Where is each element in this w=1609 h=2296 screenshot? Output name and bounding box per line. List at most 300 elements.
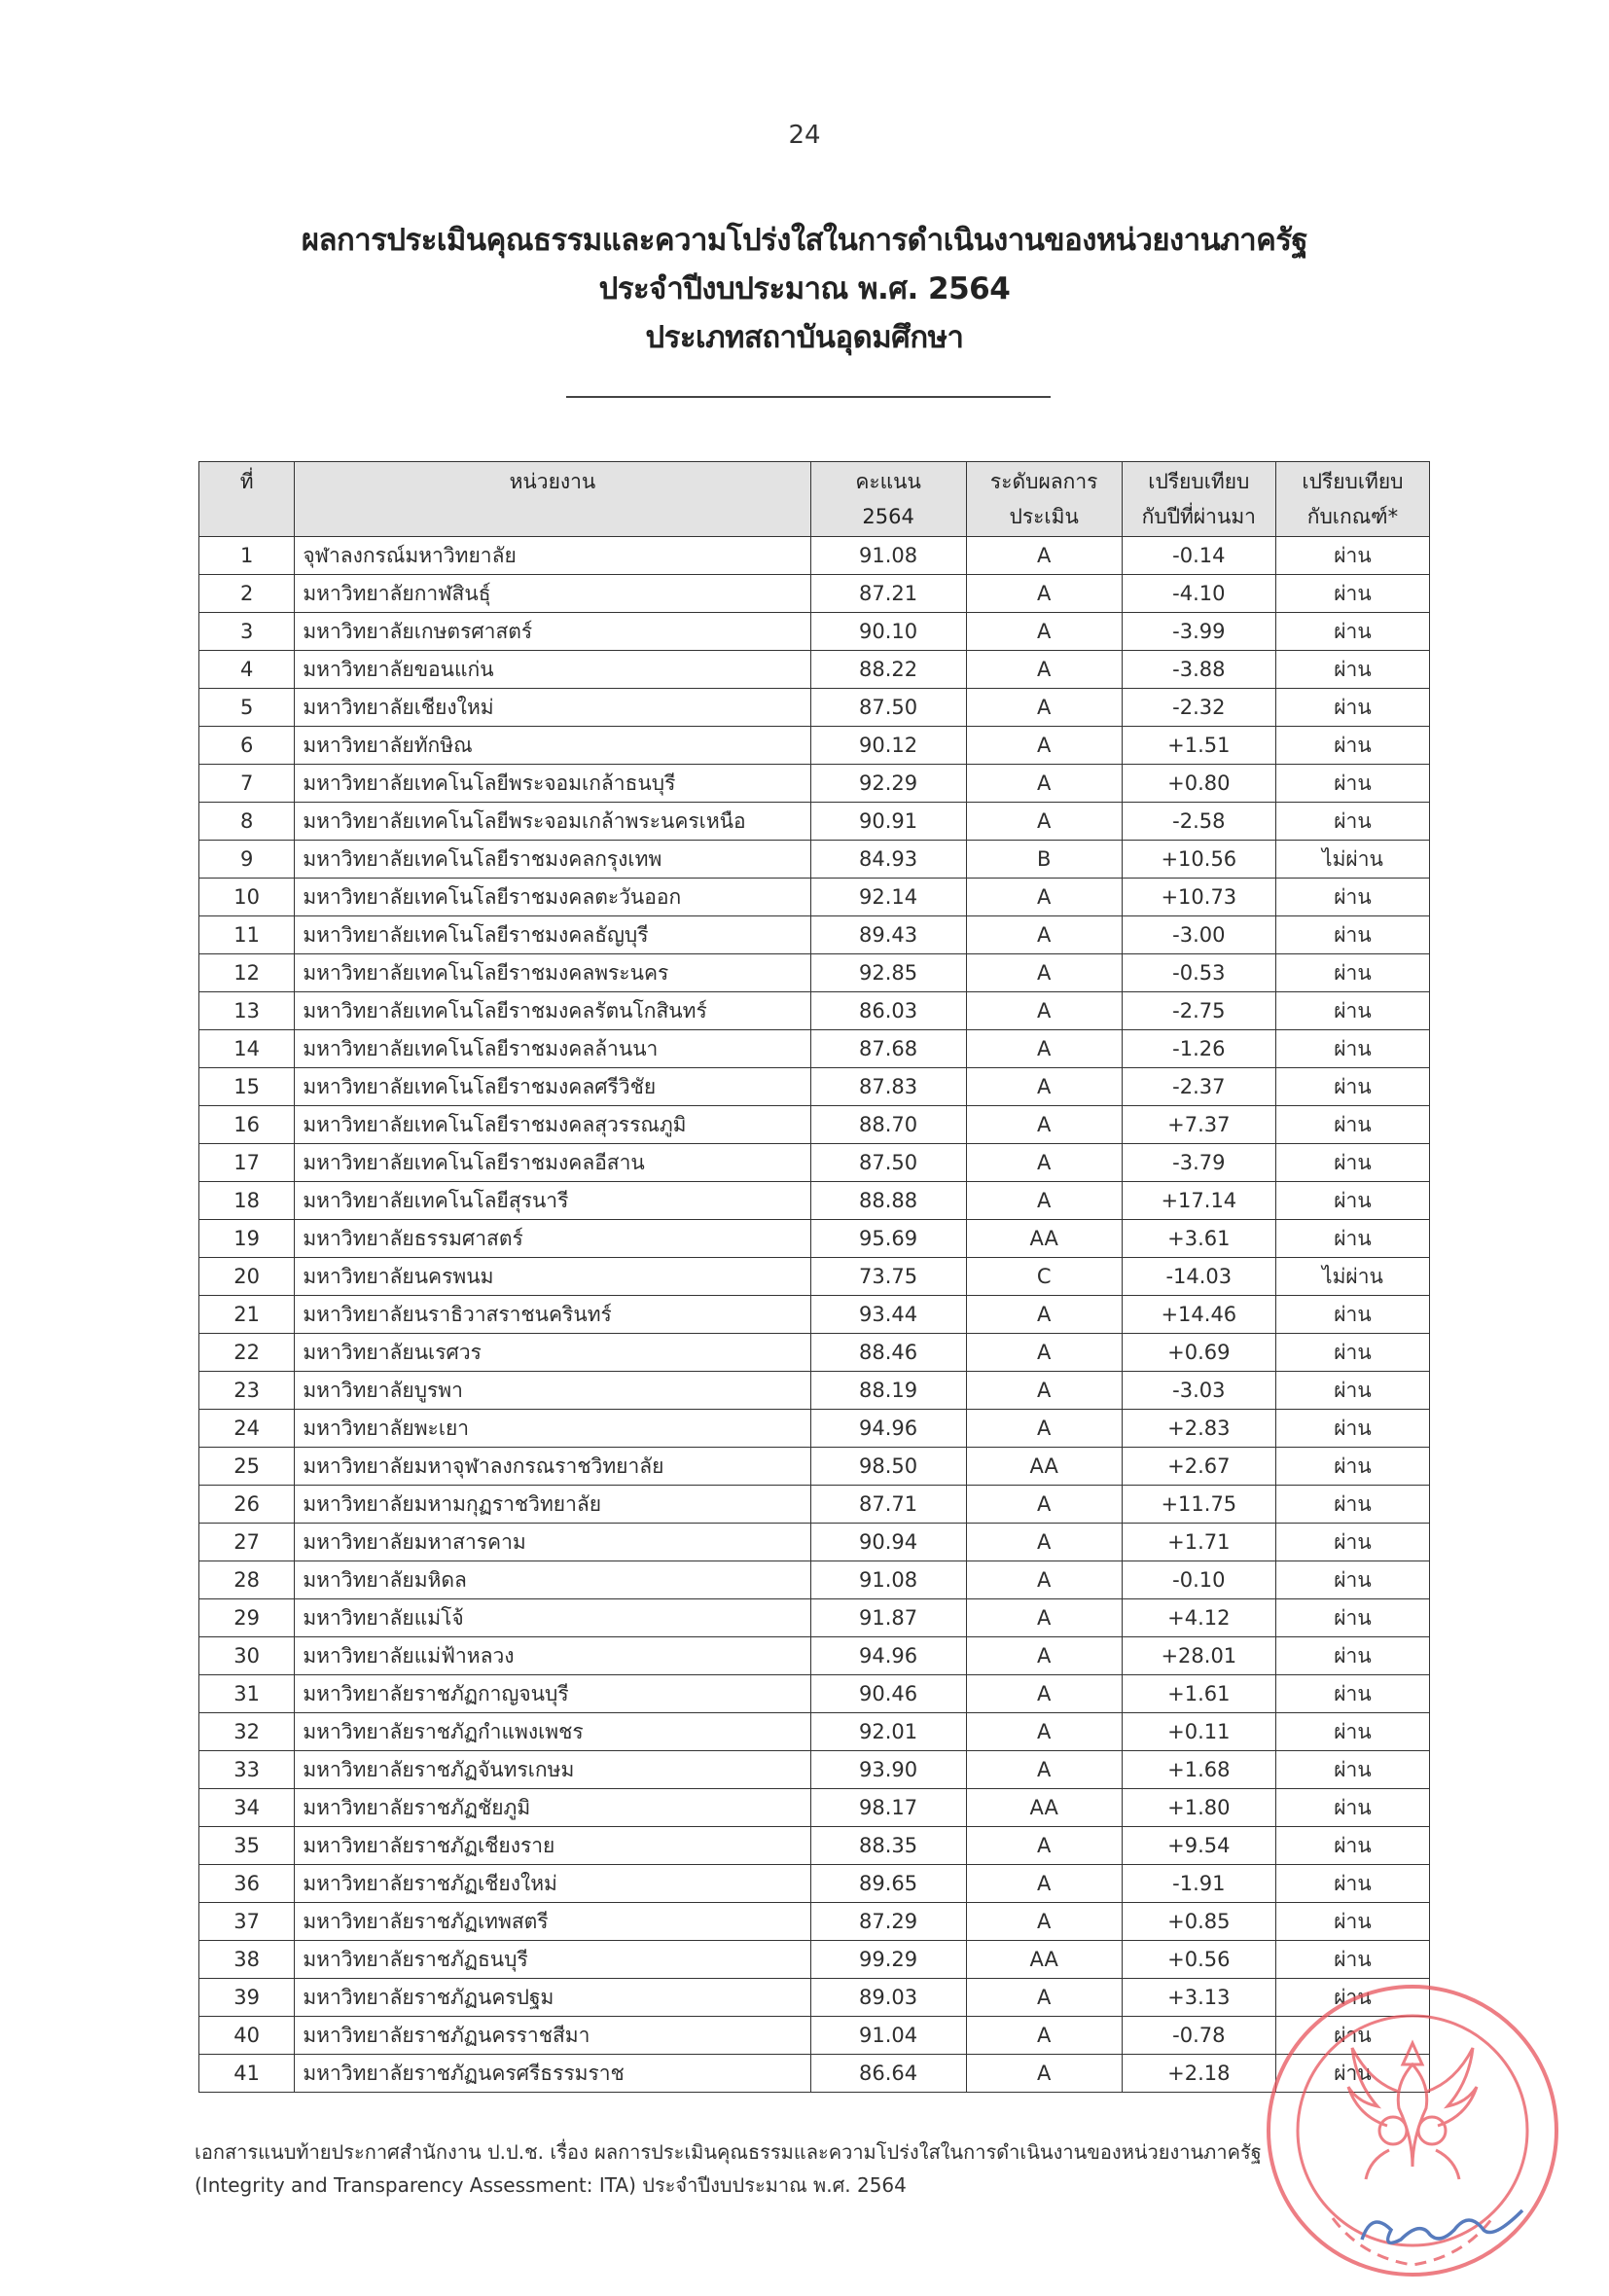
- cell-result: ผ่าน: [1275, 2017, 1429, 2055]
- results-table: [198, 461, 1430, 2093]
- cell-result: ผ่าน: [1275, 1637, 1429, 1675]
- cell-diff: -2.75: [1122, 992, 1275, 1030]
- cell-diff: -14.03: [1122, 1258, 1275, 1296]
- cell-score: 87.21: [810, 575, 966, 613]
- table-row: [199, 727, 1430, 765]
- table-row: [199, 879, 1430, 916]
- cell-no: 9: [199, 841, 295, 879]
- cell-agency: มหาวิทยาลัยมหาจุฬาลงกรณราชวิทยาลัย: [295, 1448, 810, 1486]
- header-score-line1: คะแนน: [855, 470, 921, 493]
- cell-score: 95.69: [810, 1220, 966, 1258]
- cell-diff: +1.71: [1122, 1524, 1275, 1561]
- cell-level: A: [966, 1637, 1122, 1675]
- cell-diff: -3.00: [1122, 916, 1275, 954]
- cell-no: 10: [199, 879, 295, 916]
- cell-score: 73.75: [810, 1258, 966, 1296]
- cell-result: ผ่าน: [1275, 1561, 1429, 1599]
- cell-result: ผ่าน: [1275, 1865, 1429, 1903]
- cell-diff: +9.54: [1122, 1827, 1275, 1865]
- cell-agency: มหาวิทยาลัยมหิดล: [295, 1561, 810, 1599]
- title-divider: [566, 396, 1051, 398]
- table-row: [199, 841, 1430, 879]
- cell-agency: มหาวิทยาลัยเทคโนโลยีราชมงคลกรุงเทพ: [295, 841, 810, 879]
- table-row: [199, 537, 1430, 575]
- cell-diff: +0.80: [1122, 765, 1275, 803]
- cell-agency: มหาวิทยาลัยราชภัฏนครปฐม: [295, 1979, 810, 2017]
- table-row: [199, 992, 1430, 1030]
- cell-diff: -0.78: [1122, 2017, 1275, 2055]
- table-row: [199, 2017, 1430, 2055]
- table-row: [199, 1068, 1430, 1106]
- cell-no: 32: [199, 1713, 295, 1751]
- cell-result: ผ่าน: [1275, 954, 1429, 992]
- title-line-3: ประเภทสถาบันอุดมศึกษา: [645, 320, 964, 355]
- cell-score: 84.93: [810, 841, 966, 879]
- cell-agency: มหาวิทยาลัยเทคโนโลยีราชมงคลรัตนโกสินทร์: [295, 992, 810, 1030]
- cell-no: 2: [199, 575, 295, 613]
- cell-diff: -3.79: [1122, 1144, 1275, 1182]
- table-row: [199, 1713, 1430, 1751]
- cell-score: 88.70: [810, 1106, 966, 1144]
- cell-diff: +10.73: [1122, 879, 1275, 916]
- cell-agency: มหาวิทยาลัยนราธิวาสราชนครินทร์: [295, 1296, 810, 1334]
- cell-no: 18: [199, 1182, 295, 1220]
- cell-level: A: [966, 2017, 1122, 2055]
- cell-level: A: [966, 537, 1122, 575]
- cell-level: A: [966, 803, 1122, 841]
- cell-score: 87.71: [810, 1486, 966, 1524]
- table-row: [199, 1106, 1430, 1144]
- cell-no: 7: [199, 765, 295, 803]
- cell-result: ผ่าน: [1275, 727, 1429, 765]
- table-row: [199, 1372, 1430, 1410]
- cell-diff: -2.58: [1122, 803, 1275, 841]
- cell-score: 92.29: [810, 765, 966, 803]
- cell-agency: มหาวิทยาลัยบูรพา: [295, 1372, 810, 1410]
- cell-diff: -0.14: [1122, 537, 1275, 575]
- cell-no: 40: [199, 2017, 295, 2055]
- cell-level: A: [966, 1182, 1122, 1220]
- cell-score: 90.12: [810, 727, 966, 765]
- table-header-row: [199, 462, 1430, 537]
- cell-score: 86.64: [810, 2055, 966, 2093]
- cell-level: A: [966, 2055, 1122, 2093]
- cell-score: 87.50: [810, 1144, 966, 1182]
- cell-agency: มหาวิทยาลัยราชภัฏกำแพงเพชร: [295, 1713, 810, 1751]
- cell-no: 4: [199, 651, 295, 689]
- table-row: [199, 1941, 1430, 1979]
- cell-score: 91.08: [810, 1561, 966, 1599]
- cell-level: A: [966, 1030, 1122, 1068]
- table-row: [199, 1334, 1430, 1372]
- cell-agency: มหาวิทยาลัยเทคโนโลยีราชมงคลศรีวิชัย: [295, 1068, 810, 1106]
- cell-no: 33: [199, 1751, 295, 1789]
- cell-no: 17: [199, 1144, 295, 1182]
- cell-score: 94.96: [810, 1410, 966, 1448]
- cell-level: A: [966, 1410, 1122, 1448]
- header-score: [810, 462, 966, 537]
- cell-level: A: [966, 1372, 1122, 1410]
- cell-agency: มหาวิทยาลัยเทคโนโลยีราชมงคลสุวรรณภูมิ: [295, 1106, 810, 1144]
- cell-result: ผ่าน: [1275, 803, 1429, 841]
- header-no: [199, 462, 295, 537]
- cell-no: 16: [199, 1106, 295, 1144]
- cell-result: ผ่าน: [1275, 1903, 1429, 1941]
- cell-score: 99.29: [810, 1941, 966, 1979]
- header-result-line1: เปรียบเทียบ: [1302, 470, 1404, 493]
- cell-level: A: [966, 916, 1122, 954]
- cell-level: A: [966, 651, 1122, 689]
- cell-score: 92.14: [810, 879, 966, 916]
- cell-no: 8: [199, 803, 295, 841]
- table-row: [199, 1410, 1430, 1448]
- cell-score: 87.83: [810, 1068, 966, 1106]
- cell-result: ผ่าน: [1275, 1106, 1429, 1144]
- document-title: [0, 216, 1609, 362]
- table-row: [199, 1827, 1430, 1865]
- cell-agency: มหาวิทยาลัยธรรมศาสตร์: [295, 1220, 810, 1258]
- header-diff-line1: เปรียบเทียบ: [1148, 470, 1250, 493]
- cell-result: ผ่าน: [1275, 2055, 1429, 2093]
- table-row: [199, 916, 1430, 954]
- cell-no: 39: [199, 1979, 295, 2017]
- cell-result: ผ่าน: [1275, 1220, 1429, 1258]
- cell-diff: -0.10: [1122, 1561, 1275, 1599]
- header-level: [966, 462, 1122, 537]
- cell-score: 93.90: [810, 1751, 966, 1789]
- cell-agency: มหาวิทยาลัยเทคโนโลยีราชมงคลธัญบุรี: [295, 916, 810, 954]
- cell-agency: จุฬาลงกรณ์มหาวิทยาลัย: [295, 537, 810, 575]
- cell-score: 88.88: [810, 1182, 966, 1220]
- cell-level: A: [966, 765, 1122, 803]
- cell-agency: มหาวิทยาลัยเกษตรศาสตร์: [295, 613, 810, 651]
- cell-diff: +0.11: [1122, 1713, 1275, 1751]
- cell-agency: มหาวิทยาลัยนเรศวร: [295, 1334, 810, 1372]
- cell-result: ผ่าน: [1275, 1713, 1429, 1751]
- cell-result: ผ่าน: [1275, 1182, 1429, 1220]
- cell-diff: -2.32: [1122, 689, 1275, 727]
- table-row: [199, 1561, 1430, 1599]
- table-row: [199, 1789, 1430, 1827]
- footer-line-1: เอกสารแนบท้ายประกาศสำนักงาน ป.ป.ช. เรื่อง ผลการประเมินคุณธรรมและความโปร่งใสในการดำเนินงานของหน่วยงานภาครัฐ: [195, 2140, 1262, 2164]
- cell-agency: มหาวิทยาลัยเทคโนโลยีพระจอมเกล้าธนบุรี: [295, 765, 810, 803]
- cell-diff: +0.56: [1122, 1941, 1275, 1979]
- table-row: [199, 613, 1430, 651]
- cell-no: 3: [199, 613, 295, 651]
- cell-diff: -3.88: [1122, 651, 1275, 689]
- cell-agency: มหาวิทยาลัยเทคโนโลยีราชมงคลพระนคร: [295, 954, 810, 992]
- cell-level: A: [966, 1486, 1122, 1524]
- cell-diff: +1.61: [1122, 1675, 1275, 1713]
- cell-score: 90.10: [810, 613, 966, 651]
- cell-score: 88.22: [810, 651, 966, 689]
- cell-no: 28: [199, 1561, 295, 1599]
- table-row: [199, 803, 1430, 841]
- cell-level: A: [966, 1903, 1122, 1941]
- cell-result: ผ่าน: [1275, 765, 1429, 803]
- cell-agency: มหาวิทยาลัยขอนแก่น: [295, 651, 810, 689]
- cell-diff: +0.69: [1122, 1334, 1275, 1372]
- cell-result: ไม่ผ่าน: [1275, 841, 1429, 879]
- cell-diff: -4.10: [1122, 575, 1275, 613]
- footer-line-2: (Integrity and Transparency Assessment: ITA) ประจำปีงบประมาณ พ.ศ. 2564: [195, 2173, 907, 2197]
- cell-score: 94.96: [810, 1637, 966, 1675]
- cell-level: A: [966, 1713, 1122, 1751]
- cell-level: A: [966, 575, 1122, 613]
- table-row: [199, 689, 1430, 727]
- cell-agency: มหาวิทยาลัยแม่ฟ้าหลวง: [295, 1637, 810, 1675]
- cell-result: ผ่าน: [1275, 1524, 1429, 1561]
- cell-no: 20: [199, 1258, 295, 1296]
- cell-diff: +4.12: [1122, 1599, 1275, 1637]
- table-row: [199, 1599, 1430, 1637]
- cell-diff: +14.46: [1122, 1296, 1275, 1334]
- cell-score: 92.01: [810, 1713, 966, 1751]
- cell-no: 36: [199, 1865, 295, 1903]
- cell-result: ผ่าน: [1275, 1599, 1429, 1637]
- cell-diff: -2.37: [1122, 1068, 1275, 1106]
- cell-diff: +0.85: [1122, 1903, 1275, 1941]
- cell-level: AA: [966, 1789, 1122, 1827]
- cell-result: ผ่าน: [1275, 613, 1429, 651]
- table-row: [199, 1486, 1430, 1524]
- cell-result: ผ่าน: [1275, 1827, 1429, 1865]
- cell-level: A: [966, 613, 1122, 651]
- cell-agency: มหาวิทยาลัยราชภัฏธนบุรี: [295, 1941, 810, 1979]
- cell-score: 91.87: [810, 1599, 966, 1637]
- cell-score: 89.03: [810, 1979, 966, 2017]
- cell-no: 23: [199, 1372, 295, 1410]
- seal-text-arc: [1333, 2218, 1492, 2265]
- cell-score: 87.68: [810, 1030, 966, 1068]
- cell-score: 92.85: [810, 954, 966, 992]
- header-result: [1275, 462, 1429, 537]
- cell-level: AA: [966, 1941, 1122, 1979]
- header-diff: [1122, 462, 1275, 537]
- cell-no: 30: [199, 1637, 295, 1675]
- table-row: [199, 1675, 1430, 1713]
- cell-no: 38: [199, 1941, 295, 1979]
- cell-score: 87.50: [810, 689, 966, 727]
- cell-result: ผ่าน: [1275, 1486, 1429, 1524]
- cell-agency: มหาวิทยาลัยกาฬสินธุ์: [295, 575, 810, 613]
- cell-agency: มหาวิทยาลัยราชภัฏนครศรีธรรมราช: [295, 2055, 810, 2093]
- cell-level: B: [966, 841, 1122, 879]
- cell-score: 90.46: [810, 1675, 966, 1713]
- cell-diff: -3.99: [1122, 613, 1275, 651]
- cell-level: A: [966, 1334, 1122, 1372]
- cell-diff: -1.91: [1122, 1865, 1275, 1903]
- table-row: [199, 1220, 1430, 1258]
- cell-result: ผ่าน: [1275, 689, 1429, 727]
- cell-level: A: [966, 1865, 1122, 1903]
- cell-result: ผ่าน: [1275, 1448, 1429, 1486]
- cell-diff: +1.68: [1122, 1751, 1275, 1789]
- cell-diff: -1.26: [1122, 1030, 1275, 1068]
- cell-result: ไม่ผ่าน: [1275, 1258, 1429, 1296]
- cell-diff: -3.03: [1122, 1372, 1275, 1410]
- cell-agency: มหาวิทยาลัยเทคโนโลยีราชมงคลตะวันออก: [295, 879, 810, 916]
- cell-diff: +3.13: [1122, 1979, 1275, 2017]
- cell-level: A: [966, 879, 1122, 916]
- cell-level: A: [966, 1827, 1122, 1865]
- cell-diff: +1.51: [1122, 727, 1275, 765]
- table-row: [199, 1144, 1430, 1182]
- header-diff-line2: กับปีที่ผ่านมา: [1141, 505, 1256, 528]
- cell-no: 15: [199, 1068, 295, 1106]
- table-row: [199, 1296, 1430, 1334]
- cell-agency: มหาวิทยาลัยราชภัฏนครราชสีมา: [295, 2017, 810, 2055]
- cell-diff: +17.14: [1122, 1182, 1275, 1220]
- cell-agency: มหาวิทยาลัยทักษิณ: [295, 727, 810, 765]
- cell-no: 13: [199, 992, 295, 1030]
- cell-result: ผ่าน: [1275, 1296, 1429, 1334]
- cell-result: ผ่าน: [1275, 1789, 1429, 1827]
- cell-score: 98.17: [810, 1789, 966, 1827]
- table-row: [199, 1258, 1430, 1296]
- title-line-2: ประจำปีงบประมาณ พ.ศ. 2564: [598, 271, 1011, 306]
- cell-no: 14: [199, 1030, 295, 1068]
- cell-level: AA: [966, 1448, 1122, 1486]
- header-agency: [295, 462, 810, 537]
- cell-diff: +11.75: [1122, 1486, 1275, 1524]
- cell-score: 89.43: [810, 916, 966, 954]
- cell-level: A: [966, 1068, 1122, 1106]
- cell-no: 27: [199, 1524, 295, 1561]
- cell-no: 5: [199, 689, 295, 727]
- header-level-line1: ระดับผลการ: [989, 470, 1098, 493]
- footer-note: [195, 2135, 1262, 2202]
- cell-agency: มหาวิทยาลัยเทคโนโลยีสุรนารี: [295, 1182, 810, 1220]
- cell-diff: +1.80: [1122, 1789, 1275, 1827]
- cell-agency: มหาวิทยาลัยราชภัฏเชียงราย: [295, 1827, 810, 1865]
- cell-result: ผ่าน: [1275, 651, 1429, 689]
- cell-agency: มหาวิทยาลัยเชียงใหม่: [295, 689, 810, 727]
- cell-diff: +2.18: [1122, 2055, 1275, 2093]
- cell-no: 41: [199, 2055, 295, 2093]
- cell-no: 34: [199, 1789, 295, 1827]
- cell-score: 91.04: [810, 2017, 966, 2055]
- table-row: [199, 954, 1430, 992]
- cell-no: 26: [199, 1486, 295, 1524]
- cell-level: A: [966, 1979, 1122, 2017]
- cell-result: ผ่าน: [1275, 1979, 1429, 2017]
- cell-diff: +2.67: [1122, 1448, 1275, 1486]
- cell-no: 31: [199, 1675, 295, 1713]
- cell-level: A: [966, 1751, 1122, 1789]
- cell-level: A: [966, 1675, 1122, 1713]
- cell-score: 91.08: [810, 537, 966, 575]
- cell-diff: -0.53: [1122, 954, 1275, 992]
- table-body: [199, 537, 1430, 2093]
- cell-level: A: [966, 1106, 1122, 1144]
- cell-no: 22: [199, 1334, 295, 1372]
- table-row: [199, 1903, 1430, 1941]
- cell-level: A: [966, 992, 1122, 1030]
- signature: [1362, 2210, 1522, 2242]
- table-row: [199, 2055, 1430, 2093]
- cell-result: ผ่าน: [1275, 537, 1429, 575]
- cell-no: 12: [199, 954, 295, 992]
- cell-agency: มหาวิทยาลัยมหาสารคาม: [295, 1524, 810, 1561]
- cell-no: 37: [199, 1903, 295, 1941]
- cell-score: 88.19: [810, 1372, 966, 1410]
- cell-agency: มหาวิทยาลัยเทคโนโลยีพระจอมเกล้าพระนครเหนือ: [295, 803, 810, 841]
- cell-level: A: [966, 1144, 1122, 1182]
- cell-agency: มหาวิทยาลัยแม่โจ้: [295, 1599, 810, 1637]
- header-level-line2: ประเมิน: [1009, 505, 1079, 528]
- cell-agency: มหาวิทยาลัยเทคโนโลยีราชมงคลอีสาน: [295, 1144, 810, 1182]
- table-row: [199, 1865, 1430, 1903]
- cell-agency: มหาวิทยาลัยเทคโนโลยีราชมงคลล้านนา: [295, 1030, 810, 1068]
- header-no-label: ที่: [239, 470, 254, 493]
- title-line-1: ผลการประเมินคุณธรรมและความโปร่งใสในการดำเนินงานของหน่วยงานภาครัฐ: [301, 223, 1308, 258]
- header-result-line2: กับเกณฑ์*: [1306, 505, 1399, 528]
- cell-level: A: [966, 1524, 1122, 1561]
- cell-result: ผ่าน: [1275, 575, 1429, 613]
- cell-agency: มหาวิทยาลัยมหามกุฏราชวิทยาลัย: [295, 1486, 810, 1524]
- cell-diff: +28.01: [1122, 1637, 1275, 1675]
- table-row: [199, 575, 1430, 613]
- cell-diff: +7.37: [1122, 1106, 1275, 1144]
- cell-agency: มหาวิทยาลัยนครพนม: [295, 1258, 810, 1296]
- table-row: [199, 651, 1430, 689]
- cell-no: 11: [199, 916, 295, 954]
- cell-no: 1: [199, 537, 295, 575]
- cell-score: 89.65: [810, 1865, 966, 1903]
- cell-diff: +10.56: [1122, 841, 1275, 879]
- cell-no: 6: [199, 727, 295, 765]
- cell-no: 35: [199, 1827, 295, 1865]
- cell-level: A: [966, 689, 1122, 727]
- cell-no: 19: [199, 1220, 295, 1258]
- table-row: [199, 1637, 1430, 1675]
- cell-diff: +3.61: [1122, 1220, 1275, 1258]
- cell-level: A: [966, 1561, 1122, 1599]
- table-row: [199, 1030, 1430, 1068]
- cell-score: 98.50: [810, 1448, 966, 1486]
- cell-score: 88.46: [810, 1334, 966, 1372]
- cell-agency: มหาวิทยาลัยราชภัฏเชียงใหม่: [295, 1865, 810, 1903]
- table-row: [199, 1979, 1430, 2017]
- cell-level: A: [966, 1296, 1122, 1334]
- cell-result: ผ่าน: [1275, 992, 1429, 1030]
- cell-level: AA: [966, 1220, 1122, 1258]
- cell-score: 88.35: [810, 1827, 966, 1865]
- cell-score: 90.91: [810, 803, 966, 841]
- table-row: [199, 1524, 1430, 1561]
- cell-result: ผ่าน: [1275, 879, 1429, 916]
- cell-result: ผ่าน: [1275, 1144, 1429, 1182]
- table-row: [199, 765, 1430, 803]
- cell-diff: +2.83: [1122, 1410, 1275, 1448]
- table-row: [199, 1182, 1430, 1220]
- cell-no: 24: [199, 1410, 295, 1448]
- cell-result: ผ่าน: [1275, 916, 1429, 954]
- cell-agency: มหาวิทยาลัยพะเยา: [295, 1410, 810, 1448]
- header-score-line2: 2564: [862, 505, 914, 528]
- cell-no: 21: [199, 1296, 295, 1334]
- header-agency-label: หน่วยงาน: [509, 470, 596, 493]
- cell-result: ผ่าน: [1275, 1068, 1429, 1106]
- cell-level: A: [966, 1599, 1122, 1637]
- table-row: [199, 1448, 1430, 1486]
- cell-level: A: [966, 954, 1122, 992]
- cell-agency: มหาวิทยาลัยราชภัฏกาญจนบุรี: [295, 1675, 810, 1713]
- cell-result: ผ่าน: [1275, 1410, 1429, 1448]
- cell-result: ผ่าน: [1275, 1751, 1429, 1789]
- cell-result: ผ่าน: [1275, 1675, 1429, 1713]
